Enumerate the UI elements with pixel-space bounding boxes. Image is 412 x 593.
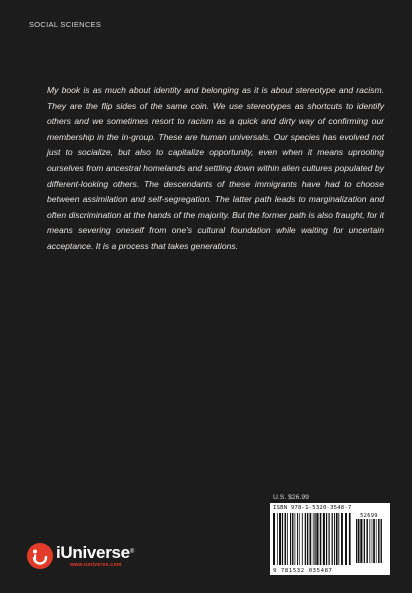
publisher-name-text: iUniverse (56, 543, 130, 562)
ean-digits: 9 781532 035487 (273, 568, 333, 574)
barcode-bar (314, 513, 315, 565)
barcode-bar (356, 519, 357, 563)
barcode-bar (290, 513, 291, 565)
barcode-bar (292, 513, 293, 565)
registered-mark: ® (129, 549, 134, 555)
barcode-bar (320, 513, 322, 565)
barcode-bar (305, 513, 306, 565)
barcode-bar (373, 519, 375, 563)
barcode-bar (364, 519, 365, 563)
barcode-bar (358, 519, 360, 563)
addon-number: 52699 (360, 513, 378, 519)
iuniverse-logo-icon (26, 542, 54, 570)
barcode-bar (360, 519, 362, 563)
barcode-bar (297, 513, 298, 565)
barcode-bar (349, 513, 351, 565)
barcode-bar (313, 513, 314, 565)
barcode-bar (336, 513, 338, 565)
barcode-bar (329, 513, 330, 565)
barcode-bar (307, 513, 308, 565)
ean-barcode-bars (273, 513, 352, 565)
barcode-bar (299, 513, 300, 565)
barcode-bar (334, 513, 335, 565)
barcode-bar (287, 513, 288, 565)
barcode-bar (341, 513, 343, 565)
barcode-bar (273, 513, 275, 565)
addon-barcode (356, 513, 382, 563)
publisher-name (56, 544, 134, 561)
addon-barcode-bars (356, 519, 382, 563)
barcode-bar (279, 513, 281, 565)
barcode-bar (369, 519, 370, 563)
publisher-text (56, 544, 134, 568)
barcode-bar (285, 513, 287, 565)
barcode-bar (378, 519, 380, 563)
barcode-bar (316, 513, 318, 565)
barcode-bars-row (273, 513, 387, 565)
isbn-label: ISBN 978-1-5320-3548-7 (273, 505, 352, 511)
barcode-bar (372, 519, 373, 563)
barcode-bar (338, 513, 339, 565)
barcode-bar (323, 513, 325, 565)
barcode-bar (302, 513, 303, 565)
barcode-bar (326, 513, 327, 565)
publisher-logo[interactable] (26, 541, 134, 571)
barcode-bar (366, 519, 367, 563)
barcode-bar (295, 513, 296, 565)
blurb-text: My book is as much about identity and belonging as it is about stereotype and racism. They are the flip sides of the same coin. We use stereotypes as shortcuts to identify others and we sometimes resort to racism as a quick and dirty way of confirming our membership in the in-group. These are human universals. Our species has evolved not just to socialize, but also to capitalize opportunity, even when it means uprooting ourselves from ancestral homelands and settling down within alien cultures populated by different-looking others. The descendants of these immigrants have had to choose between assimilation and self-segregation. The latter path leads to marginalization and often discrimination at the hands of the majority. But the former path is also fraught, for it means severing oneself from one's cultural foundation while waiting for uncertain acceptance. It is a process that takes generations. (47, 85, 384, 251)
barcode-bar (277, 513, 278, 565)
barcode-bar (376, 519, 377, 563)
barcode (270, 503, 390, 575)
barcode-bar (332, 513, 333, 565)
barcode-bar (310, 513, 312, 565)
publisher-url[interactable]: www.iuniverse.com (70, 562, 122, 568)
category-label: SOCIAL SCIENCES (29, 20, 102, 29)
barcode-bar (282, 513, 283, 565)
barcode-bar (345, 513, 347, 565)
price-label: U.S. $26.99 (273, 494, 309, 501)
barcode-bar (381, 519, 382, 563)
